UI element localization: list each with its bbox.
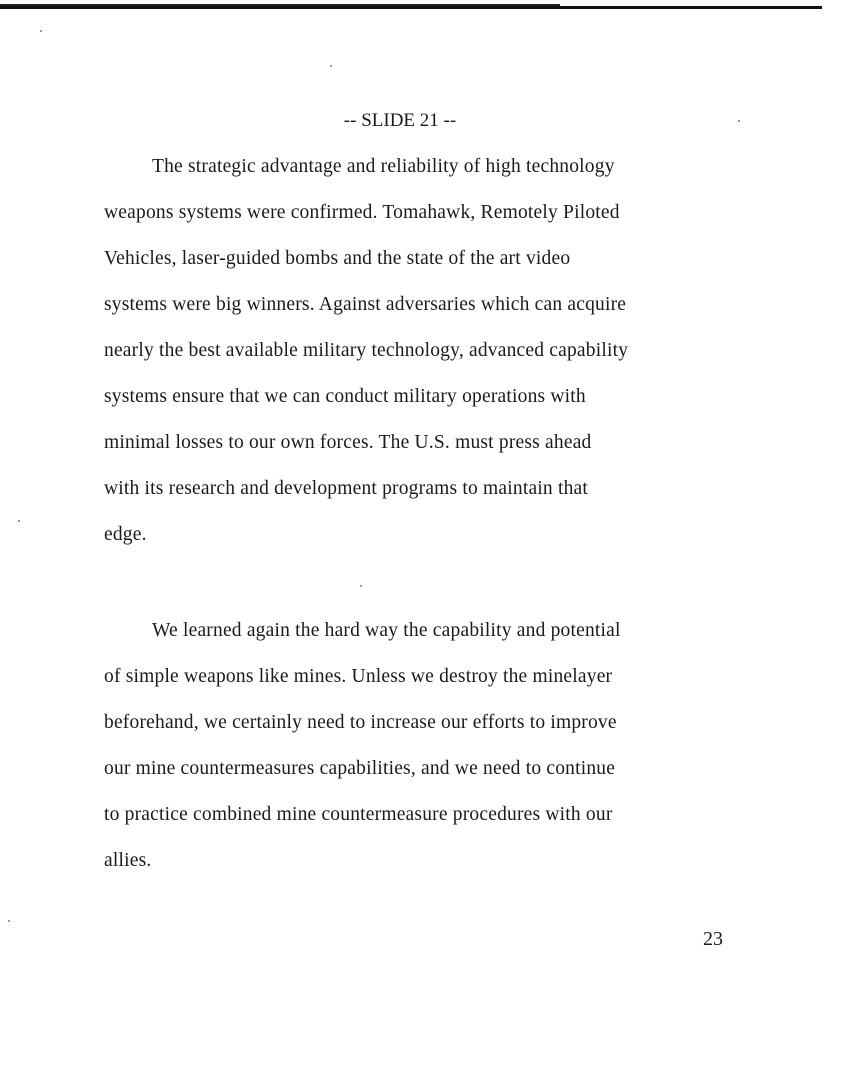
text-line: weapons systems were confirmed. Tomahawk, Remotely Piloted bbox=[104, 202, 620, 223]
text-line: We learned again the hard way the capability and potential bbox=[152, 620, 621, 641]
speck bbox=[360, 585, 362, 587]
text-line: The strategic advantage and reliability of high technology bbox=[152, 156, 615, 177]
text-line: nearly the best available military technology, advanced capability bbox=[104, 340, 629, 361]
text-line: systems ensure that we can conduct military operations with bbox=[104, 386, 586, 407]
text-line: edge. bbox=[104, 524, 147, 545]
text-line: beforehand, we certainly need to increase our efforts to improve bbox=[104, 712, 617, 733]
speck bbox=[18, 520, 20, 522]
text-line: our mine countermeasures capabilities, and we need to continue bbox=[104, 758, 616, 779]
text-line: minimal losses to our own forces. The U.S. must press ahead bbox=[104, 432, 592, 453]
page-number: 23 bbox=[703, 928, 723, 950]
top-rule bbox=[0, 6, 822, 9]
speck bbox=[330, 65, 332, 67]
speck bbox=[738, 120, 740, 122]
text-line: Vehicles, laser-guided bombs and the state of the art video bbox=[104, 248, 571, 269]
text-line: allies. bbox=[104, 850, 152, 871]
text-line: with its research and development programs to maintain that bbox=[104, 478, 588, 499]
text-line: systems were big winners. Against adversaries which can acquire bbox=[104, 294, 627, 315]
slide-heading: -- SLIDE 21 -- bbox=[343, 110, 457, 131]
speck bbox=[8, 920, 10, 922]
text-line: to practice combined mine countermeasure procedures with our bbox=[104, 804, 613, 825]
text-line: of simple weapons like mines. Unless we destroy the minelayer bbox=[104, 666, 613, 687]
speck bbox=[40, 30, 42, 32]
